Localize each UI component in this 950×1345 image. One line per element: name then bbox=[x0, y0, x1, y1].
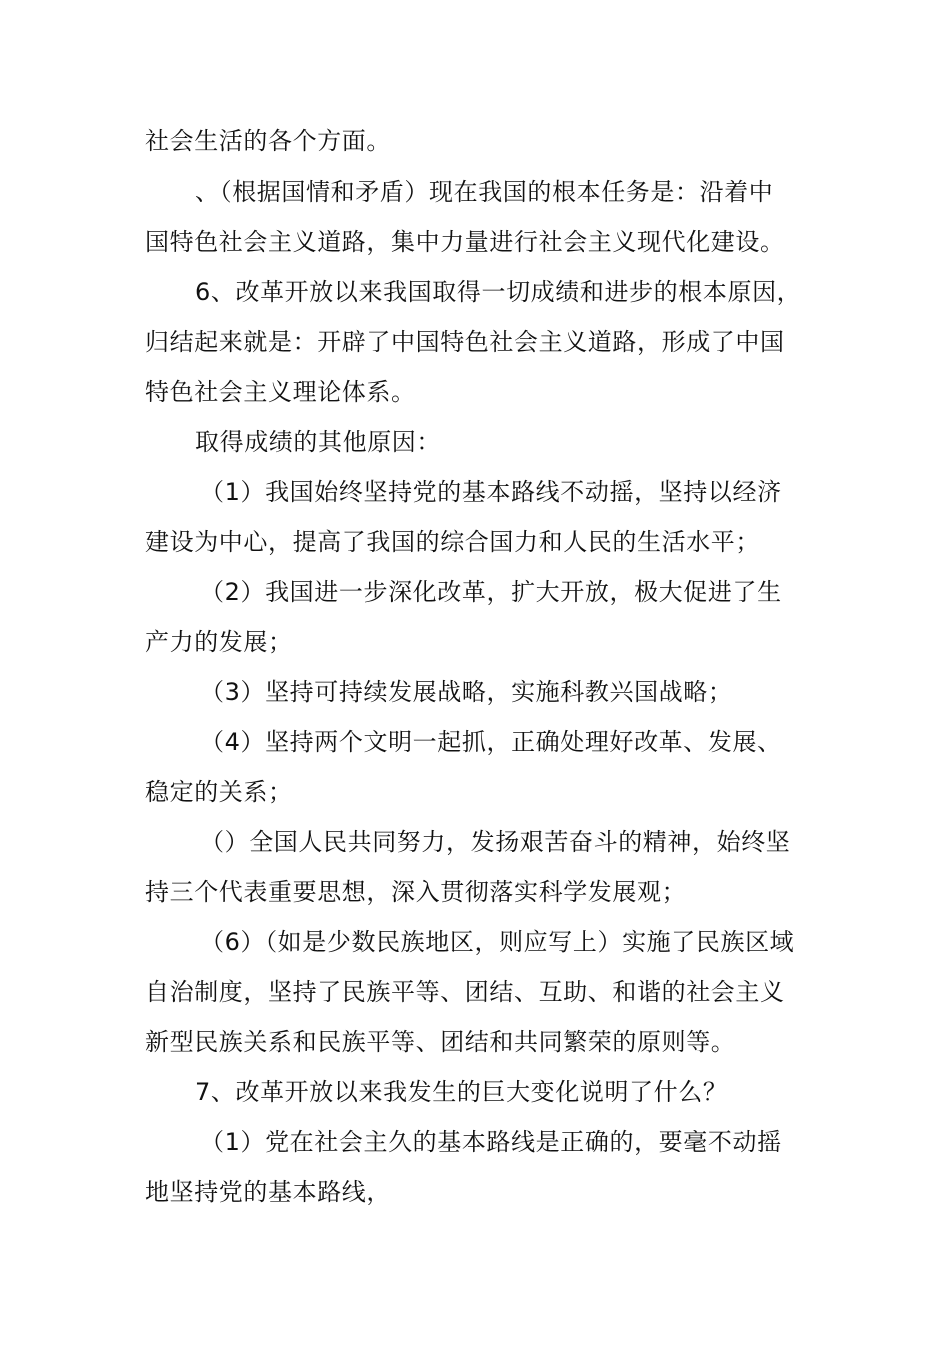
text-line: 取得成绩的其他原因： bbox=[195, 428, 441, 456]
text-line: 建设为中心，提高了我国的综合国力和人民的生活水平； bbox=[145, 528, 760, 556]
text-line: （）全国人民共同努力，发扬艰苦奋斗的精神，始终坚 bbox=[200, 828, 791, 856]
text-line: （1）我国始终坚持党的基本路线不动摇，坚持以经济 bbox=[200, 478, 782, 506]
text-line: 社会生活的各个方面。 bbox=[145, 127, 391, 155]
text-line: 、（根据国情和矛盾）现在我国的根本任务是：沿着中 bbox=[195, 178, 774, 206]
text-line: 持三个代表重要思想，深入贯彻落实科学发展观； bbox=[145, 878, 687, 906]
text-line: 产力的发展； bbox=[145, 628, 293, 656]
text-line: （1）党在社会主久的基本路线是正确的，要毫不动摇 bbox=[200, 1128, 782, 1156]
text-line: 特色社会主义理论体系。 bbox=[145, 378, 416, 406]
text-line: 归结起来就是：开辟了中国特色社会主义道路，形成了中国 bbox=[145, 328, 785, 356]
text-line: 6、改革开放以来我国取得一切成绩和进步的根本原因， bbox=[195, 278, 802, 306]
text-line: 国特色社会主义道路，集中力量进行社会主义现代化建设。 bbox=[145, 228, 785, 256]
text-line: （6）（如是少数民族地区，则应写上）实施了民族区域 bbox=[200, 928, 795, 956]
text-line: 7、改革开放以来我发生的巨大变化说明了什么？ bbox=[195, 1078, 728, 1106]
text-line: （2）我国进一步深化改革，扩大开放，极大促进了生 bbox=[200, 578, 782, 606]
text-line: 自治制度，坚持了民族平等、团结、互助、和谐的社会主义 bbox=[145, 978, 785, 1006]
text-line: （4）坚持两个文明一起抓，正确处理好改革、发展、 bbox=[200, 728, 782, 756]
text-line: 新型民族关系和民族平等、团结和共同繁荣的原则等。 bbox=[145, 1028, 736, 1056]
text-line: 稳定的关系； bbox=[145, 778, 293, 806]
text-line: （3）坚持可持续发展战略，实施科教兴国战略； bbox=[200, 678, 733, 706]
text-line: 地坚持党的基本路线， bbox=[145, 1178, 391, 1206]
